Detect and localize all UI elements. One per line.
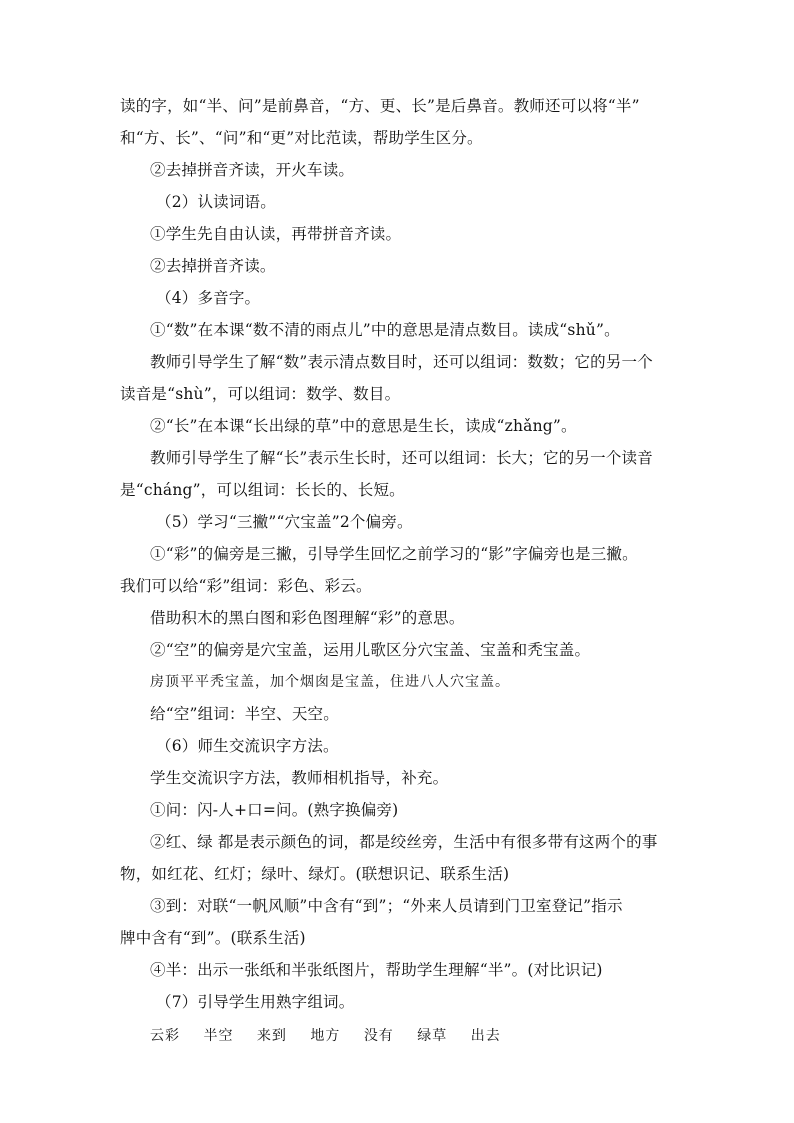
text-line: ①学生先自由认读，再带拼音齐读。 (150, 225, 402, 243)
word-item: 云彩 (150, 1028, 180, 1044)
text-line: ②红、绿 都是表示颜色的词，都是绞丝旁，生活中有很多带有这两个的事 (150, 833, 658, 851)
section-heading: （2）认读词语。 (156, 193, 276, 211)
text-line: ②“长”在本课“长出绿的草”中的意思是生长，读成“zhǎng”。 (150, 417, 577, 435)
text-line: ②去掉拼音齐读。 (150, 257, 276, 275)
text-line: ②“空”的偏旁是穴宝盖，运用儿歌区分穴宝盖、宝盖和秃宝盖。 (150, 641, 591, 659)
text-line: 学生交流识字方法，教师相机指导，补充。 (150, 769, 449, 787)
section-heading: （5）学习“三撇”“穴宝盖”2个偏旁。 (156, 513, 413, 531)
text-line: ①问：闪-人+口=问。(熟字换偏旁) (150, 801, 399, 819)
text-line: ①“数”在本课“数不清的雨点儿”中的意思是清点数目。读成“shǔ”。 (150, 321, 620, 339)
word-item: 地方 (310, 1028, 341, 1044)
text-line: 读的字，如“半、问”是前鼻音，“方、更、长”是后鼻音。教师还可以将“半” (120, 97, 640, 115)
text-line: ②去掉拼音齐读，开火车读。 (150, 161, 355, 179)
rhyme-line: 房顶平平秃宝盖，加个烟囱是宝盖，住进八人穴宝盖。 (150, 674, 510, 690)
word-item: 出去 (470, 1028, 501, 1044)
text-line: 我们可以给“彩”组词：彩色、彩云。 (120, 577, 372, 595)
word-list (150, 1026, 720, 1046)
text-line: 借助积木的黑白图和彩色图理解“彩”的意思。 (150, 609, 465, 627)
text-line: 和“方、长”、“问”和“更”对比范读，帮助学生区分。 (120, 129, 483, 147)
word-item: 半空 (203, 1028, 234, 1044)
section-heading: （7）引导学生用熟字组词。 (156, 993, 355, 1011)
text-line: ④半：出示一张纸和半张纸图片，帮助学生理解“半”。(对比识记) (150, 961, 603, 979)
text-line: 读音是“shù”，可以组词：数学、数目。 (120, 385, 401, 403)
word-item: 绿草 (417, 1028, 448, 1044)
text-line: 牌中含有“到”。(联系生活) (120, 929, 306, 947)
text-line: 给“空”组词：半空、天空。 (150, 705, 339, 723)
word-item: 没有 (363, 1028, 394, 1044)
text-line: 教师引导学生了解“数”表示清点数目时，还可以组词：数数；它的另一个 (150, 353, 653, 371)
section-heading: （6）师生交流识字方法。 (156, 737, 339, 755)
text-line: ①“彩”的偏旁是三撇，引导学生回忆之前学习的“影”字偏旁也是三撇。 (150, 545, 638, 563)
text-line: 教师引导学生了解“长”表示生长时，还可以组词：长大；它的另一个读音 (150, 449, 653, 467)
text-line: 是“cháng”，可以组词：长长的、长短。 (120, 481, 405, 499)
section-heading: （4）多音字。 (156, 289, 261, 307)
text-line: 物，如红花、红灯；绿叶、绿灯。(联想识记、联系生活) (120, 865, 510, 883)
word-item: 来到 (256, 1028, 287, 1044)
text-line: ③到：对联“一帆风顺”中含有“到”；“外来人员请到门卫室登记”指示 (150, 897, 623, 915)
